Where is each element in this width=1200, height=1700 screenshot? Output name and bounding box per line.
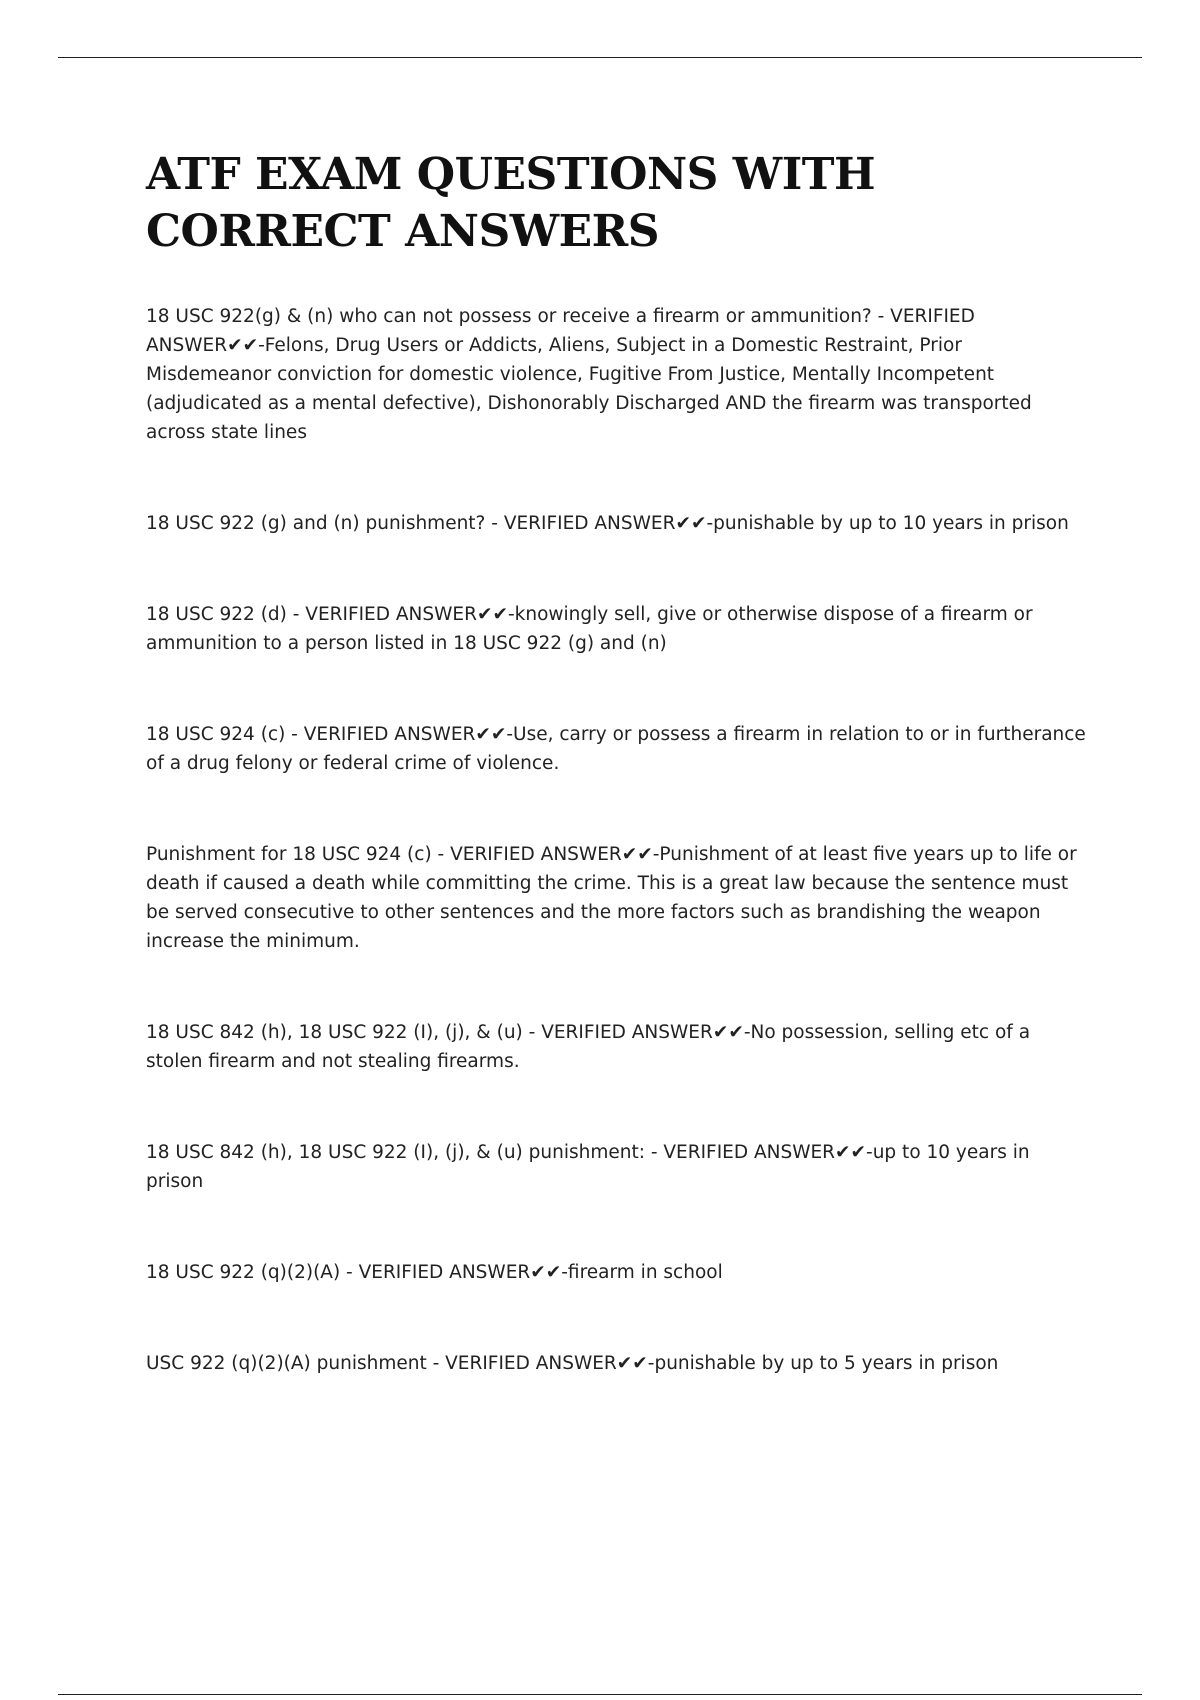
qa-item-9: USC 922 (q)(2)(A) punishment - VERIFIED ANSWER✔✔-punishable by up to 5 years in prison: [146, 1353, 999, 1374]
qa-item-4: 18 USC 924 (c) - VERIFIED ANSWER✔✔-Use, carry or possess a firearm in relation to or in furtherance of a drug felony or federal crime of violence.: [146, 724, 1086, 774]
qa-item-7: 18 USC 842 (h), 18 USC 922 (I), (j), & (u) punishment: - VERIFIED ANSWER✔✔-up to 10 years in prison: [146, 1142, 1030, 1192]
qa-item-6: 18 USC 842 (h), 18 USC 922 (I), (j), & (u) - VERIFIED ANSWER✔✔-No possession, selling etc of a stolen firearm and not stealing firearms.: [146, 1022, 1031, 1072]
header-rule: [58, 57, 1142, 58]
qa-item-2: 18 USC 922 (g) and (n) punishment? - VERIFIED ANSWER✔✔-punishable by up to 10 years in prison: [146, 513, 1069, 534]
title-line-2: CORRECT ANSWERS: [146, 206, 660, 257]
footer-rule: [58, 1694, 1142, 1695]
document-title: [146, 146, 1106, 260]
qa-list: [146, 302, 1091, 1440]
qa-item-1: 18 USC 922(g) & (n) who can not possess or receive a firearm or ammunition? - VERIFIED ANSWER✔✔-Felons, Drug Users or Addicts, Aliens, Subject in a Domestic Restraint, Prior Misdemeanor conviction for domestic violence, Fugitive From Justice, Mentally Incompetent (adjudicated as a mental defective), Dishonorably Discharged AND the firearm was transported across state lines: [146, 306, 1032, 443]
qa-item-5: Punishment for 18 USC 924 (c) - VERIFIED ANSWER✔✔-Punishment of at least five years up to life or death if caused a death while committing the crime. This is a great law because the sentence must be served consecutive to other sentences and the more factors such as brandishing the weapon increase the minimum.: [146, 844, 1077, 952]
qa-item-8: 18 USC 922 (q)(2)(A) - VERIFIED ANSWER✔✔-firearm in school: [146, 1262, 723, 1283]
qa-item-3: 18 USC 922 (d) - VERIFIED ANSWER✔✔-knowingly sell, give or otherwise dispose of a firearm or ammunition to a person listed in 18 USC 922 (g) and (n): [146, 604, 1033, 654]
title-line-1: ATF EXAM QUESTIONS WITH: [146, 149, 876, 200]
